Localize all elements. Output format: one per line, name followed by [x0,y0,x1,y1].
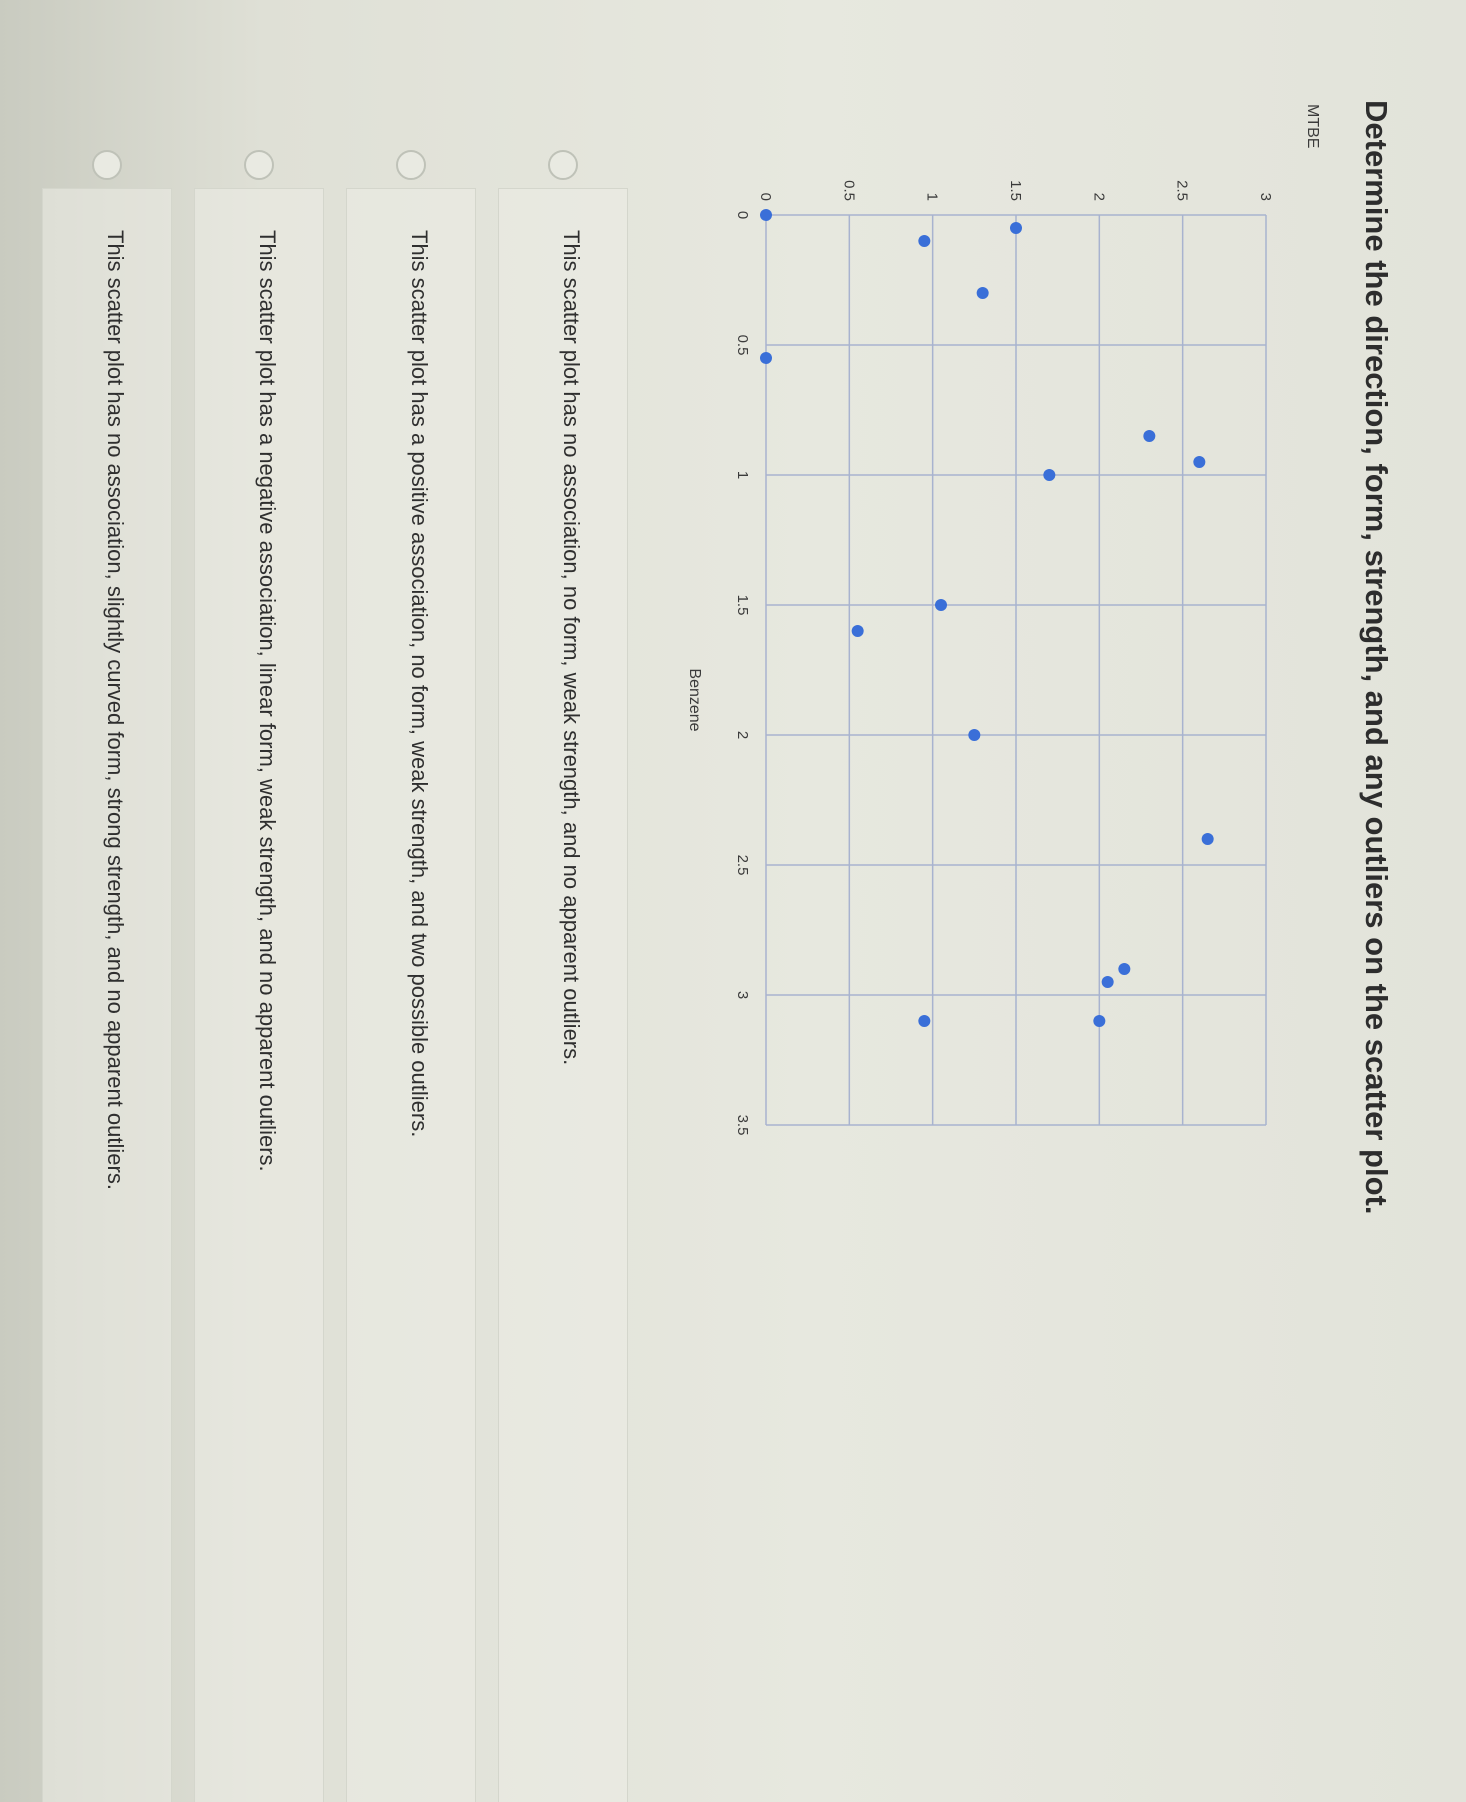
answer-option-3[interactable] [194,150,324,1802]
y-axis-title: MTBE [1304,104,1321,149]
data-points [760,209,1214,1027]
data-point [918,1015,930,1027]
y-tick-label: 0 [757,192,774,201]
data-point [1118,963,1130,975]
y-tick-label: 1 [923,192,941,201]
radio-button-option-3[interactable] [244,150,274,180]
answer-option-2[interactable] [346,150,476,1802]
data-point [1202,833,1214,845]
radio-button-option-2[interactable] [396,150,426,180]
x-axis-title: Benzene [686,668,703,732]
data-point [977,287,989,299]
data-point [935,599,947,611]
x-tick-label: 1 [734,470,751,480]
answer-option-1[interactable] [498,150,628,1802]
data-point [968,729,980,741]
y-tick-label: 0.5 [840,180,858,201]
option-label-4: This scatter plot has no association, slightly curved form, strong strength, and no apparent outliers. [103,230,128,1190]
x-tick-label: 0 [734,210,751,220]
x-tick-label: 1.5 [734,594,751,616]
plot-grid [766,215,1266,1125]
data-point [1010,222,1022,234]
data-point [1193,456,1205,468]
option-label-1: This scatter plot has no association, no form, weak strength, and no apparent outliers. [559,230,584,1066]
radio-button-option-1[interactable] [548,150,578,180]
data-point [760,352,772,364]
y-tick-label: 2.5 [1173,180,1191,201]
data-point [1102,976,1114,988]
x-tick-label: 3.5 [734,1114,751,1136]
data-point [1143,430,1155,442]
x-tick-label: 3 [734,990,751,1000]
option-label-3: This scatter plot has a negative association, linear form, weak strength, and no apparent outliers. [255,230,280,1172]
x-tick-label: 2.5 [734,854,751,876]
radio-button-option-4[interactable] [92,150,122,180]
y-tick-label: 3 [1257,192,1274,201]
y-tick-label: 1.5 [1007,180,1024,201]
option-label-2: This scatter plot has a positive association, no form, weak strength, and two possible outliers. [407,230,432,1138]
x-tick-label: 2 [734,730,751,740]
y-tick-label: 2 [1090,192,1108,201]
data-point [1093,1015,1105,1027]
data-point [852,625,864,637]
data-point [918,235,930,247]
data-point [760,209,772,221]
x-tick-label: 0.5 [734,334,751,356]
axis-ticks [734,180,1274,1135]
question-text: Determine the direction, form, strength, and any outliers on the scatter plot. [1359,100,1394,1215]
answer-option-4[interactable] [42,150,172,1802]
data-point [1043,469,1055,481]
